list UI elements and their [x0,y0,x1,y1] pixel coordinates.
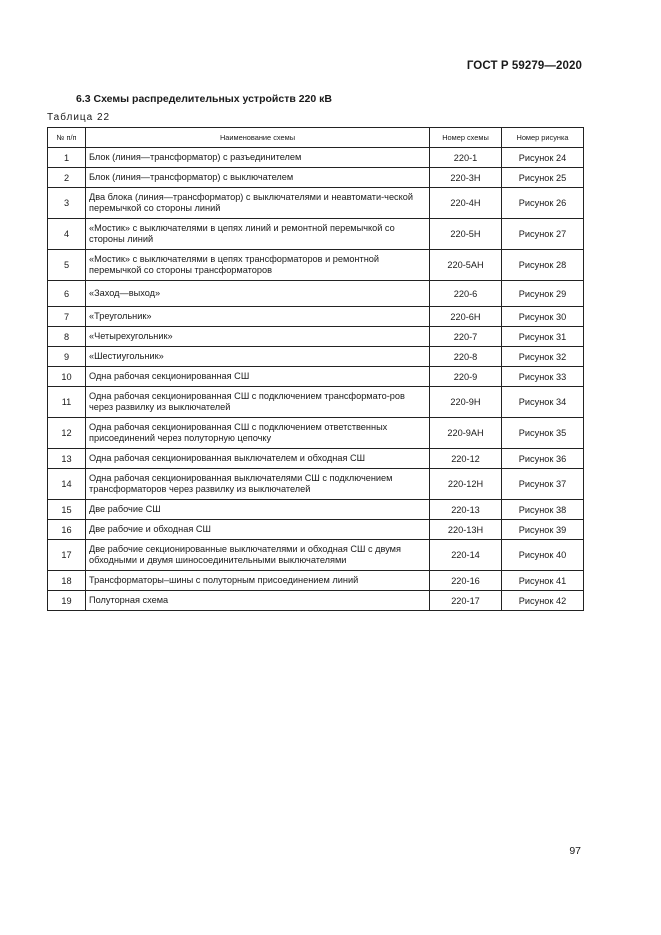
scheme-code: 220-7 [430,327,502,347]
scheme-code: 220-9АН [430,418,502,449]
scheme-code: 220-13Н [430,520,502,540]
row-number: 17 [48,540,86,571]
table-row [48,418,584,449]
row-number: 19 [48,591,86,611]
row-number: 2 [48,168,86,188]
column-header-code: Номер схемы [430,128,502,148]
table-row [48,347,584,367]
scheme-name: «Шестиугольник» [86,347,430,367]
table-row [48,188,584,219]
table-row [48,500,584,520]
figure-ref: Рисунок 26 [502,188,584,219]
page-number: 97 [569,845,581,857]
figure-ref: Рисунок 32 [502,347,584,367]
row-number: 11 [48,387,86,418]
table-row [48,591,584,611]
table-row [48,281,584,307]
table-row [48,387,584,418]
scheme-code: 220-1 [430,148,502,168]
scheme-code: 220-5Н [430,219,502,250]
scheme-name: Одна рабочая секционированная СШ с подключением трансформато-ров через развилку из выключателей [86,387,430,418]
table-row [48,367,584,387]
scheme-name: Блок (линия—трансформатор) с разъединителем [86,148,430,168]
table-row [48,571,584,591]
scheme-name: Две рабочие СШ [86,500,430,520]
row-number: 7 [48,307,86,327]
scheme-name: Одна рабочая секционированная СШ с подключением ответственных присоединений через полуторную цепочку [86,418,430,449]
scheme-name: «Мостик» с выключателями в цепях линий и ремонтной перемычкой со стороны линий [86,219,430,250]
scheme-name: Две рабочие секционированные выключателями и обходная СШ с двумя обходными и двумя шиносоединительными выключателями [86,540,430,571]
scheme-code: 220-5АН [430,250,502,281]
scheme-name: Полуторная схема [86,591,430,611]
table-row [48,307,584,327]
row-number: 1 [48,148,86,168]
figure-ref: Рисунок 34 [502,387,584,418]
scheme-code: 220-9Н [430,387,502,418]
scheme-name: «Четырехугольник» [86,327,430,347]
row-number: 13 [48,449,86,469]
scheme-name: «Треугольник» [86,307,430,327]
row-number: 14 [48,469,86,500]
scheme-name: Блок (линия—трансформатор) с выключателем [86,168,430,188]
row-number: 15 [48,500,86,520]
figure-ref: Рисунок 38 [502,500,584,520]
scheme-name: Две рабочие и обходная СШ [86,520,430,540]
section-title: 6.3 Схемы распределительных устройств 220 кВ [76,93,332,105]
scheme-name: Два блока (линия—трансформатор) с выключателями и неавтомати-ческой перемычкой со стороны линий [86,188,430,219]
scheme-code: 220-13 [430,500,502,520]
schemes-table [47,127,584,611]
table-header-row [48,128,584,148]
row-number: 3 [48,188,86,219]
figure-ref: Рисунок 31 [502,327,584,347]
scheme-code: 220-9 [430,367,502,387]
figure-ref: Рисунок 36 [502,449,584,469]
table-row [48,219,584,250]
row-number: 4 [48,219,86,250]
row-number: 10 [48,367,86,387]
table-row [48,540,584,571]
figure-ref: Рисунок 28 [502,250,584,281]
scheme-code: 220-6 [430,281,502,307]
table-row [48,250,584,281]
figure-ref: Рисунок 24 [502,148,584,168]
figure-ref: Рисунок 40 [502,540,584,571]
row-number: 12 [48,418,86,449]
figure-ref: Рисунок 29 [502,281,584,307]
figure-ref: Рисунок 27 [502,219,584,250]
table-row [48,168,584,188]
table-row [48,449,584,469]
scheme-code: 220-17 [430,591,502,611]
row-number: 16 [48,520,86,540]
table-row [48,469,584,500]
scheme-name: Одна рабочая секционированная СШ [86,367,430,387]
scheme-code: 220-16 [430,571,502,591]
table-row [48,148,584,168]
row-number: 6 [48,281,86,307]
table-row [48,327,584,347]
figure-ref: Рисунок 37 [502,469,584,500]
figure-ref: Рисунок 25 [502,168,584,188]
table-caption: Таблица 22 [47,112,111,123]
column-header-num: № п/п [48,128,86,148]
scheme-code: 220-12 [430,449,502,469]
table-row [48,520,584,540]
figure-ref: Рисунок 30 [502,307,584,327]
scheme-name: Одна рабочая секционированная выключателями СШ с подключением трансформаторов через развилку из выключателей [86,469,430,500]
figure-ref: Рисунок 39 [502,520,584,540]
scheme-code: 220-14 [430,540,502,571]
scheme-name: «Мостик» с выключателями в цепях трансформаторов и ремонтной перемычкой со стороны трансформаторов [86,250,430,281]
row-number: 9 [48,347,86,367]
scheme-code: 220-8 [430,347,502,367]
figure-ref: Рисунок 35 [502,418,584,449]
scheme-name: Одна рабочая секционированная выключателем и обходная СШ [86,449,430,469]
column-header-figure: Номер рисунка [502,128,584,148]
scheme-code: 220-4Н [430,188,502,219]
row-number: 5 [48,250,86,281]
figure-ref: Рисунок 33 [502,367,584,387]
row-number: 8 [48,327,86,347]
scheme-code: 220-3Н [430,168,502,188]
scheme-code: 220-12Н [430,469,502,500]
scheme-name: Трансформаторы–шины с полуторным присоединением линий [86,571,430,591]
standard-code: ГОСТ Р 59279—2020 [466,60,582,72]
figure-ref: Рисунок 41 [502,571,584,591]
column-header-name: Наименование схемы [86,128,430,148]
scheme-code: 220-6Н [430,307,502,327]
figure-ref: Рисунок 42 [502,591,584,611]
scheme-name: «Заход—выход» [86,281,430,307]
row-number: 18 [48,571,86,591]
